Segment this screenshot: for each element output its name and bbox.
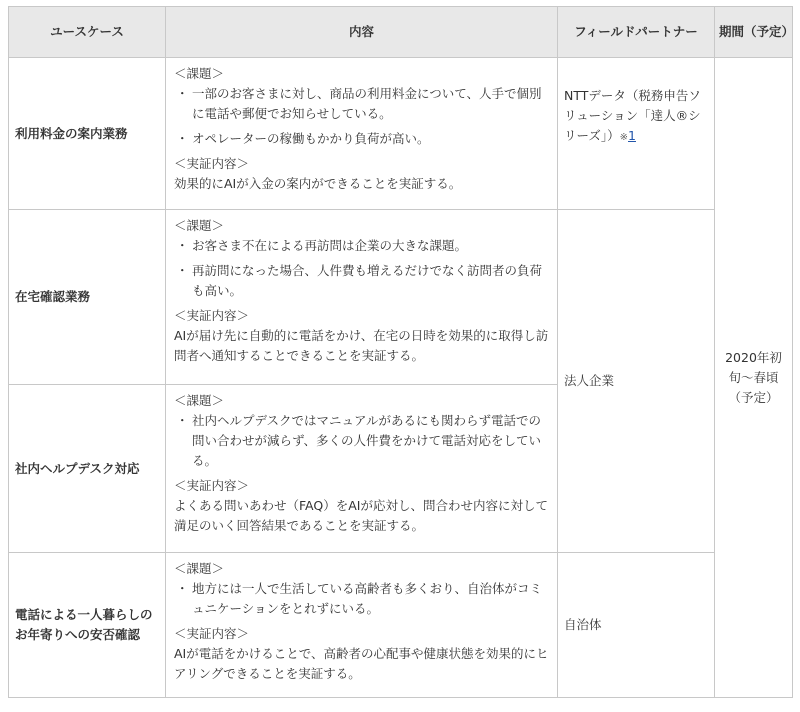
header-content: 内容 [166,7,558,58]
issue-list [174,579,549,619]
bullet-mark: ・ [176,131,189,146]
demo-label: ＜実証内容＞ [174,478,250,493]
header-period: 期間（予定） [715,7,793,58]
period-cell: 2020年初旬〜春頃（予定） [715,58,793,698]
list-item [174,236,549,256]
demo-label: ＜実証内容＞ [174,626,250,641]
issue-text: オペレーターの稼働もかかり負荷が高い。 [192,131,430,146]
demo-text: AIが電話をかけることで、高齢者の心配事や健康状態を効果的にヒアリングできることを実証する。 [174,646,549,681]
issue-label: ＜課題＞ [174,561,225,576]
partner-text: NTTデータ（税務申告ソリューション「達人®シリーズ」） [564,88,701,143]
content-cell [166,58,558,210]
usecase-cell: 社内ヘルプデスク対応 [9,385,166,553]
header-partner: フィールドパートナー [558,7,715,58]
issue-list [174,411,549,471]
bullet-mark: ・ [176,263,189,278]
bullet-mark: ・ [176,581,189,596]
issue-text: お客さま不在による再訪問は企業の大きな課題。 [192,238,468,253]
use-case-table [8,6,793,698]
bullet-mark: ・ [176,86,189,101]
content-cell [166,385,558,553]
issue-label: ＜課題＞ [174,218,225,233]
demo-label: ＜実証内容＞ [174,308,250,323]
issue-label: ＜課題＞ [174,66,225,81]
bullet-mark: ・ [176,413,189,428]
demo-text: 効果的にAIが入金の案内ができることを実証する。 [174,176,462,191]
list-item [174,261,549,301]
partner-cell: 自治体 [558,553,715,698]
partner-cell [558,58,715,210]
bullet-mark: ・ [176,238,189,253]
usecase-cell: 電話による一人暮らしのお年寄りへの安否確認 [9,553,166,698]
table-row [9,58,793,210]
issue-text: 社内ヘルプデスクではマニュアルがあるにも関わらず電話での問い合わせが減らず、多くの人件費をかけて電話対応をしている。 [192,413,542,468]
table-row [9,553,793,698]
header-usecase: ユースケース [9,7,166,58]
demo-text: AIが届け先に自動的に電話をかけ、在宅の日時を効果的に取得し訪問者へ通知することできることを実証する。 [174,328,549,363]
list-item [174,129,549,149]
list-item [174,84,549,124]
issue-list [174,84,549,149]
issue-text: 一部のお客さまに対し、商品の利用料金について、人手で個別に電話や郵便でお知らせしている。 [192,86,542,121]
usecase-cell: 在宅確認業務 [9,210,166,385]
demo-label: ＜実証内容＞ [174,156,250,171]
footnote-link[interactable]: 1 [628,128,636,143]
list-item [174,579,549,619]
issue-list [174,236,549,301]
list-item [174,411,549,471]
issue-text: 地方には一人で生活している高齢者も多くおり、自治体がコミュニケーションをとれずにいる。 [192,581,543,616]
content-cell [166,210,558,385]
partner-cell: 法人企業 [558,210,715,553]
issue-label: ＜課題＞ [174,393,225,408]
issue-text: 再訪問になった場合、人件費も増えるだけでなく訪問者の負荷も高い。 [192,263,543,298]
table-row [9,210,793,385]
content-cell [166,553,558,698]
footnote-mark: ※ [619,132,629,143]
demo-text: よくある問いあわせ（FAQ）をAIが応対し、問合わせ内容に対して満足のいく回答結果であることを実証する。 [174,498,548,533]
usecase-cell: 利用料金の案内業務 [9,58,166,210]
header-row [9,7,793,58]
